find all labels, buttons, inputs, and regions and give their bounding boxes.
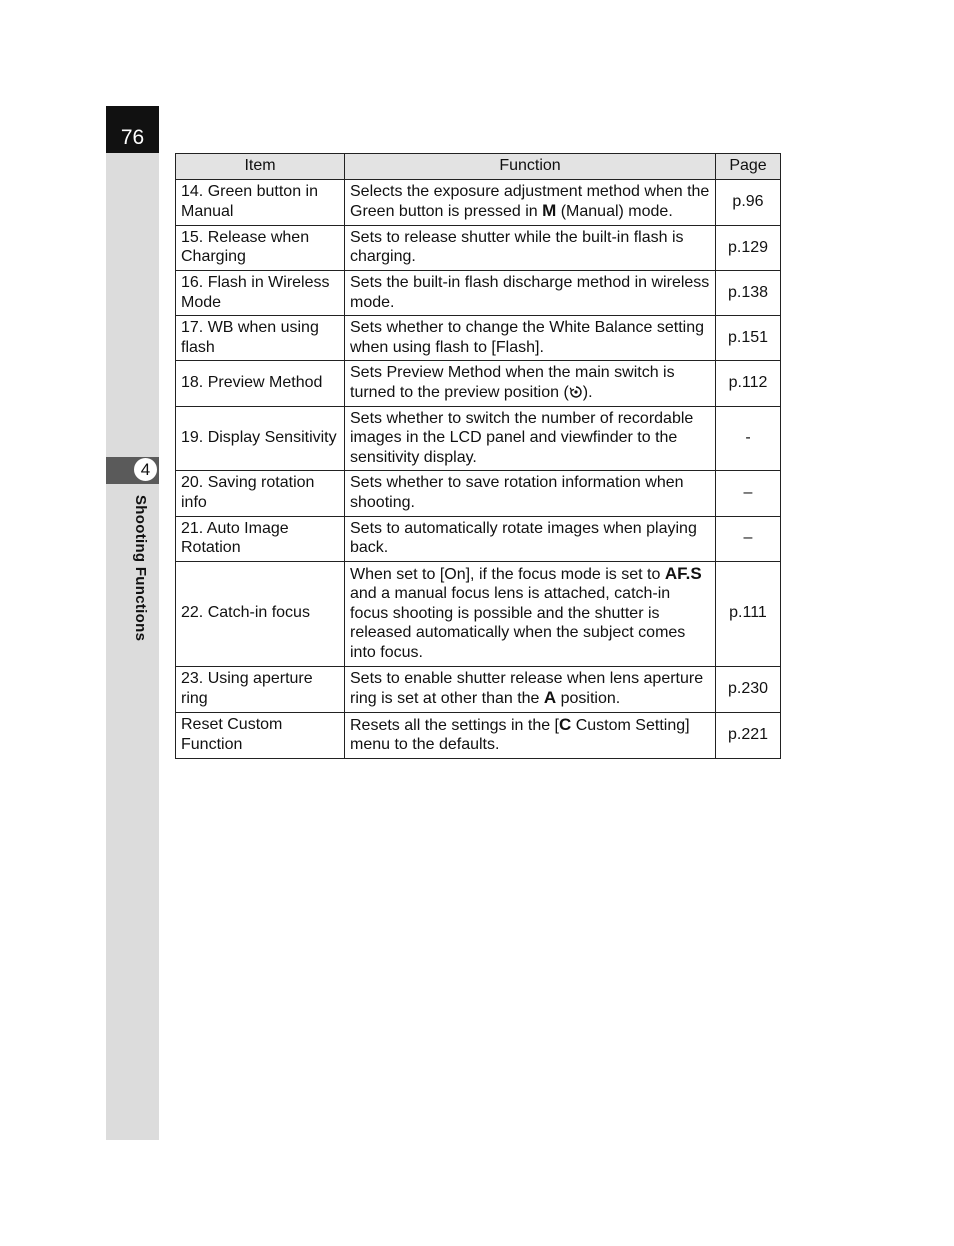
row-item: 23. Using aperture ring xyxy=(176,666,345,712)
row-function: Sets whether to switch the number of recordable images in the LCD panel and viewfinder to the sensitivity display. xyxy=(345,406,716,471)
row-item: 14. Green button in Manual xyxy=(176,179,345,225)
row-item: 21. Auto Image Rotation xyxy=(176,516,345,561)
row-item: 15. Release when Charging xyxy=(176,225,345,270)
row-item: 19. Display Sensitivity xyxy=(176,406,345,471)
table-row xyxy=(176,361,781,406)
page-number: 76 xyxy=(120,126,145,149)
row-function: Selects the exposure adjustment method when the Green button is pressed in M (Manual) mode. xyxy=(345,179,716,225)
custom-setting-c-symbol: C xyxy=(559,714,572,734)
table-header-row xyxy=(176,154,781,180)
row-page: p.221 xyxy=(716,712,781,758)
row-function: When set to [On], if the focus mode is set to AF.S and a manual focus lens is attached, catch-in focus shooting is possible and the shutter is released automatically when the subject comes into focus. xyxy=(345,561,716,666)
header-function: Function xyxy=(345,154,716,180)
row-page: p.151 xyxy=(716,316,781,361)
table-row xyxy=(176,516,781,561)
af-s-mode-symbol: AF.S xyxy=(664,563,702,583)
chapter-title: Shooting Functions xyxy=(132,495,149,642)
row-page: p.138 xyxy=(716,270,781,315)
table-row xyxy=(176,712,781,758)
row-function: Sets to release shutter while the built-in flash is charging. xyxy=(345,225,716,270)
chapter-number: 4 xyxy=(133,457,158,482)
row-item: 16. Flash in Wireless Mode xyxy=(176,270,345,315)
row-page: p.112 xyxy=(716,361,781,406)
table-row xyxy=(176,471,781,516)
table-row xyxy=(176,561,781,666)
row-function: Sets to automatically rotate images when playing back. xyxy=(345,516,716,561)
row-page: p.230 xyxy=(716,666,781,712)
row-function: Sets to enable shutter release when lens aperture ring is set at other than the A position. xyxy=(345,666,716,712)
row-page: – xyxy=(716,471,781,516)
aperture-a-symbol: A xyxy=(543,688,557,708)
row-page: p.111 xyxy=(716,561,781,666)
chapter-tab xyxy=(106,457,159,484)
table-row xyxy=(176,666,781,712)
row-page: - xyxy=(716,406,781,471)
page-number-box xyxy=(106,106,159,153)
preview-icon xyxy=(569,383,583,403)
row-item: 20. Saving rotation info xyxy=(176,471,345,516)
header-page: Page xyxy=(716,154,781,180)
row-function: Sets the built-in flash discharge method in wireless mode. xyxy=(345,270,716,315)
header-item: Item xyxy=(176,154,345,180)
custom-settings-table xyxy=(175,153,781,759)
row-page: p.96 xyxy=(716,179,781,225)
row-function: Resets all the settings in the [C Custom Setting] menu to the defaults. xyxy=(345,712,716,758)
row-item: 17. WB when using flash xyxy=(176,316,345,361)
row-page: – xyxy=(716,516,781,561)
table-row xyxy=(176,270,781,315)
row-item: 18. Preview Method xyxy=(176,361,345,406)
row-page: p.129 xyxy=(716,225,781,270)
row-item: Reset Custom Function xyxy=(176,712,345,758)
row-item: 22. Catch-in focus xyxy=(176,561,345,666)
row-function: Sets whether to save rotation information when shooting. xyxy=(345,471,716,516)
table-row xyxy=(176,316,781,361)
table-row xyxy=(176,225,781,270)
row-function: Sets Preview Method when the main switch is turned to the preview position ( ). xyxy=(345,361,716,406)
manual-mode-symbol: M xyxy=(542,201,557,221)
table-row xyxy=(176,406,781,471)
row-function: Sets whether to change the White Balance setting when using flash to [Flash]. xyxy=(345,316,716,361)
table-row xyxy=(176,179,781,225)
